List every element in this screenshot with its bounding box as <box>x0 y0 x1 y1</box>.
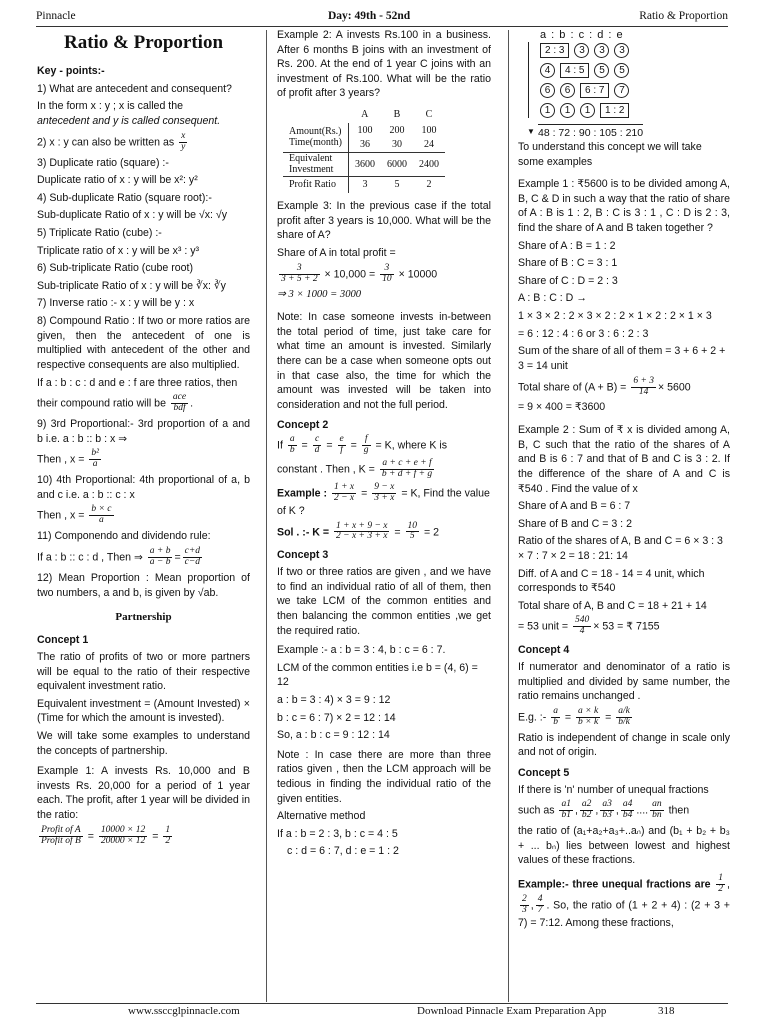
example4-bc: b : c = 6 : 7) × 2 = 12 : 14 <box>277 711 396 724</box>
note-1: Note: In case someone invests in-between the total period of time, just take care for what time an amount is invested. Similarly there can be a case when someone opts out in that case also, the time for which the amount was invested will be taken into consideration and not the full period. <box>277 311 491 411</box>
example4-ab: a : b = 3 : 4) × 3 = 9 : 12 <box>277 693 391 706</box>
kp11b: If a : b :: c : d , Then ⇒ $\frac{a + b}{a - b}$ = $\frac{c+d}{c-d}$ <box>37 545 201 567</box>
c3-example1: Example 1 : ₹5600 is to be divided among A, B, C & D in such a way that the ratio of share of A : B is 1 : 2, B : C is 3 : 1 , C : D is 2 : 3, find the share of A and B taken together ? <box>518 178 730 235</box>
example1-text: Example 1: A invests Rs. 10,000 and B invests Rs. 20,000 for a period of 1 year each. The profit, after 1 year will be divided in the ratio: <box>37 765 250 822</box>
alt-line2: c : d = 6 : 7, d : e = 1 : 2 <box>287 845 399 858</box>
c3-m6: = 53 unit = $\frac{540}{4}$ × 53 = ₹ 7155 <box>518 615 660 637</box>
concept4-eg: E.g. :- $\frac{a}{b}$ = $\frac{a \times k}{b \times k}$ = $\frac{a/k}{b/k}$ <box>518 705 630 727</box>
diagram-row-3: 6 6 6 : 7 7 <box>540 83 634 97</box>
concept4-heading: Concept 4 <box>518 644 570 657</box>
example3-text: Example 3: In the previous case if the total profit after 3 years is 10,000. What will be the share of A? <box>277 200 491 242</box>
c3-m5: Total share of A, B and C = 18 + 21 + 14 <box>518 599 707 612</box>
c3-m4: Diff. of A and C = 18 - 14 = 4 unit, which corresponds to ₹540 <box>518 567 705 595</box>
kp4b: Sub-duplicate Ratio of x : y will be √x: √y <box>37 209 228 222</box>
concept5-example: Example:- three unequal fractions are $\frac{1}{2}$ , $\frac{2}{3}$ , $\frac{4}{7}$ . So, the ratio of (1 + 2 + 4) : (2 + 3 + 7) = 7:12. Among these fractions, <box>518 872 730 929</box>
partnership-heading: Partnership <box>115 611 172 624</box>
concept5-line2: such as $\frac{a1}{b1}$ , $\frac{a2}{b2}$ , $\frac{a3}{b3}$ , $\frac{a4}{b4}$ .... $\frac{an}{bn}$ then <box>518 799 690 821</box>
down-arrow-icon: ▼ <box>528 42 529 118</box>
c3-l3: Share of C : D = 2 : 3 <box>518 274 618 287</box>
concept5-line1: If there is 'n' number of unequal fractions <box>518 783 709 796</box>
footer-app-promo: Download Pinnacle Exam Preparation App <box>417 1005 607 1017</box>
kp9b: Then , x = $\frac{\text{b²}}{a}$ <box>37 448 99 470</box>
concept4-note: Ratio is independent of change in scale only and not of origin. <box>518 731 730 759</box>
page-title: Ratio & Proportion <box>63 32 224 53</box>
kp3b: Duplicate ratio of x : y will be x²: y² <box>37 174 198 187</box>
kp10: 10) 4th Proportional: 4th proportional of a, b and c i.e. a : b :: c : x <box>37 474 250 501</box>
concept3-heading: Concept 3 <box>277 549 329 562</box>
concept2-example: Example : $\frac{1 + x}{2 - x}$ = $\frac{9 - x}{3 + x}$ = K, Find the value of K ? <box>277 481 490 517</box>
concept1-formula: Equivalent investment = (Amount Invested) × (Time for which the amount is invested). <box>37 697 250 725</box>
concept2-solution: Sol . :- K = $\frac{1 + x + 9 - x}{2 - x + 3 + x}$ = $\frac{10}{5}$ = 2 <box>277 520 440 542</box>
c3-intro: To understand this concept we will take some examples <box>518 141 702 168</box>
diagram-row-4: 1 1 1 1 : 2 <box>540 103 634 117</box>
kp2: 2) x : y can also be written as $\frac{x}{y}$ <box>37 130 186 152</box>
page-header <box>36 9 728 24</box>
header-rule <box>36 26 728 27</box>
kp11: 11) Componendo and dividendo rule: <box>37 530 211 543</box>
concept2-formula: If $\frac{a}{b}$ = $\frac{c}{d}$ = $\frac{e}{f}$ = $\frac{f}{g}$ = K, where K is <box>277 434 448 456</box>
concept2-constant: constant . Then , K = $\frac{a + c + e + f}{b + d + f + g}$ <box>277 458 433 479</box>
c3-m3: Ratio of the shares of A, B and C = 6 × 3 : 3 × 7 : 7 × 2 = 18 : 21: 14 <box>518 535 723 562</box>
c3-m2: Share of B and C = 3 : 2 <box>518 517 632 530</box>
header-right: Ratio & Proportion <box>639 10 728 22</box>
example4: Example :- a : b = 3 : 4, b : c = 6 : 7. <box>277 644 446 657</box>
page-footer <box>0 1004 768 1018</box>
header-left: Pinnacle <box>36 10 76 22</box>
kp6b: Sub-triplicate Ratio of x : y will be ∛x: ∛y <box>37 279 226 292</box>
alt-line1: If a : b = 2 : 3, b : c = 4 : 5 <box>277 827 398 840</box>
page-number: 318 <box>658 1005 675 1017</box>
diagram-row-1: 2 : 3 3 3 3 <box>540 43 634 57</box>
kp1-a: In the form x : y ; x is called the antecedent and y is called consequent. <box>37 100 221 128</box>
column-1 <box>37 28 250 994</box>
kp12: 12) Mean Proportion : Mean proportion of two numbers, a and b, is given by √ab. <box>37 571 250 599</box>
concept2-heading: Concept 2 <box>277 419 329 432</box>
c3-l4: A : B : C : D → <box>518 292 587 305</box>
kp5: 5) Triplicate Ratio (cube) :- <box>37 227 162 240</box>
note-2: Note : In case there are more than three ratios given , then the LCM approach will be tedious in finding the individual ratio of the given entities. <box>277 748 491 805</box>
c3-l7: Sum of the share of all of them = 3 + 6 + 2 + 3 = 14 unit <box>518 345 726 372</box>
header-center: Day: 49th - 52nd <box>328 10 411 22</box>
alt-method: Alternative method <box>277 810 366 823</box>
c3-example2: Example 2 : Sum of ₹ x is divided among A, B, C such that the ratio of the shares of A and B is 6 : 7 and that of B and C is 3 : 2. If the difference of the share of A and C is ₹540 . Find the value of x <box>518 424 730 495</box>
column-2 <box>277 28 491 994</box>
ratio-chain-diagram <box>526 28 686 139</box>
kp7: 7) Inverse ratio :- x : y will be y : x <box>37 297 195 310</box>
concept5-heading: Concept 5 <box>518 766 570 779</box>
concept1-intro: We will take some examples to understand the concepts of partnership. <box>37 729 250 757</box>
kp3: 3) Duplicate ratio (square) :- <box>37 156 169 169</box>
c3-l6: = 6 : 12 : 4 : 6 or 3 : 6 : 2 : 3 <box>518 327 649 340</box>
c3-l8: Total share of (A + B) = $\frac{6 + 3}{14}$ × 5600 <box>518 375 691 397</box>
kp10b: Then , x = $\frac{b \times c}{a}$ <box>37 504 112 526</box>
kp8c: their compound ratio will be $\frac{\text{ace}}{\text{bdf}}$ . <box>37 392 194 414</box>
kp9: 9) 3rd Proportional:- 3rd proportion of a and b i.e. a : b :: b : x ⇒ <box>37 418 250 445</box>
kp8: 8) Compound Ratio : If two or more ratios are given, then the antecedent of one is multiplied with antecedent of the other and respective consequents are also multiplied. <box>37 315 250 371</box>
example4-lcm: LCM of the common entities i.e b = (4, 6) = 12 <box>277 661 478 689</box>
c3-l5: 1 × 3 × 2 : 2 × 3 × 2 : 2 × 1 × 2 : 2 × 1 × 3 <box>518 310 712 323</box>
kp6: 6) Sub-triplicate Ratio (cube root) <box>37 262 194 275</box>
diagram-row-2: 4 4 : 5 5 5 <box>540 63 634 77</box>
example2-text: Example 2: A invests Rs.100 in a business. After 6 months B joins with an investment of Rs. 200. At the end of 1 year C joins with an investment of Rs.100. What will be the ratio of profit after 3 years? <box>277 29 491 100</box>
concept1-heading: Concept 1 <box>37 634 89 647</box>
column-3 <box>518 28 730 994</box>
concept5-line3: the ratio of (a₁+a₂+a₃+..aₙ) and (b₁ + b₂ + b₃ + ... bₙ) lies between lowest and highest values of these fractions. <box>518 825 730 867</box>
c3-l1: Share of A : B = 1 : 2 <box>518 239 616 252</box>
example1-formula: $\frac{\text{Profit of A}}{\text{Profit of B}}$ = $\frac{10000 \times 12}{20000 \times 12}$ = $\frac{1}{2}$ <box>41 824 171 846</box>
column-divider-1 <box>266 30 267 1002</box>
partnership-table: A B C Amount(Rs.) Time(month) 100 36 200 30 100 24 Equivalent Investment 3600 6000 2400 Profit Ratio 3 5 2 <box>283 107 445 193</box>
concept1-text: The ratio of profits of two or more partners will be equal to the ratio of their respective equivalent investment ratio. <box>37 650 250 693</box>
example3-result: ⇒ 3 × 1000 = 3000 <box>277 288 362 300</box>
kp4: 4) Sub-duplicate Ratio (square root):- <box>37 191 212 204</box>
diagram-label: a : b : c : d : e <box>540 29 624 41</box>
c3-l9: = 9 × 400 = ₹3600 <box>518 401 606 414</box>
keypoints-heading: Key - points:- <box>37 65 105 78</box>
diagram-result: 48 : 72 : 90 : 105 : 210 <box>538 124 643 140</box>
example3-share: Share of A in total profit = <box>277 247 396 260</box>
kp8b: If a : b : c : d and e : f are three ratios, then <box>37 376 238 389</box>
c3-l2: Share of B : C = 3 : 1 <box>518 257 618 270</box>
column-divider-2 <box>508 30 509 1002</box>
kp5b: Triplicate ratio of x : y will be x³ : y³ <box>37 244 200 257</box>
example4-result: So, a : b : c = 9 : 12 : 14 <box>277 729 390 742</box>
concept3-text: If two or three ratios are given , and we have to find an individual ratio of all of them, then we take LCM of the common entities and then balancing the common entities ,we get the required ratio. <box>277 566 491 637</box>
example3-formula: $\frac{3}{3 + 5 + 2}$ × 10,000 = $\frac{3}{10}$ × 10000 <box>281 262 438 284</box>
c3-m1: Share of A and B = 6 : 7 <box>518 500 631 513</box>
footer-website[interactable]: www.ssccglpinnacle.com <box>128 1005 240 1017</box>
kp1-q: 1) What are antecedent and consequent? <box>37 82 232 95</box>
concept4-text: If numerator and denominator of a ratio is multiplied and divided by same number, the ratio remains unchanged . <box>518 660 730 703</box>
